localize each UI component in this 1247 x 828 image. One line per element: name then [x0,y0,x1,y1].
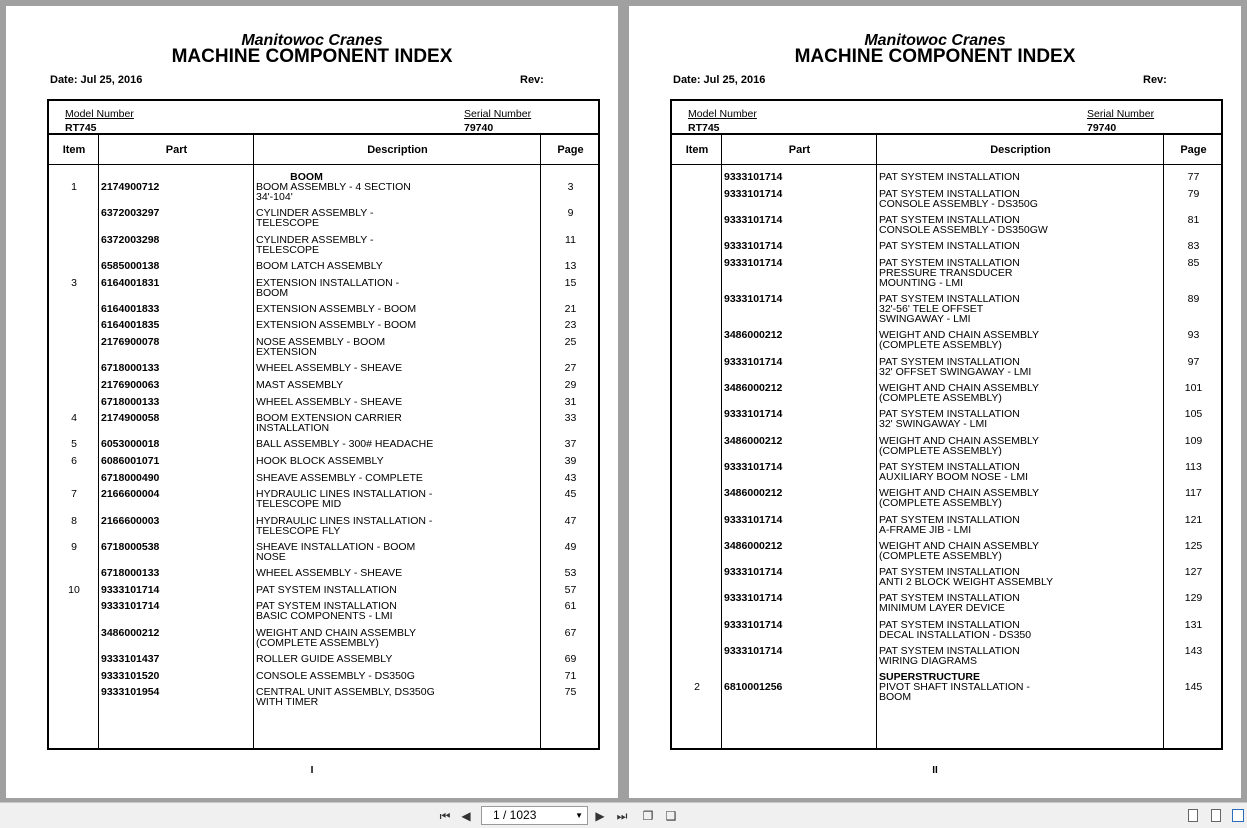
row-page: 29 [564,378,577,391]
page-select[interactable] [481,806,588,825]
row-description: BOOM EXTENSION CARRIER INSTALLATION [256,412,402,435]
column-divider [721,135,722,748]
row-page: 11 [565,233,576,246]
row-description: PAT SYSTEM INSTALLATION [879,240,1020,253]
model-number-label: Model Number [65,108,134,120]
row-description: BOOM LATCH ASSEMBLY [256,259,383,272]
row-description: PAT SYSTEM INSTALLATION ANTI 2 BLOCK WEIGHT ASSEMBLY [879,566,1054,589]
company-name: Manitowoc Cranes [864,32,1006,49]
row-page: 129 [1184,592,1203,605]
row-page: 131 [1184,618,1203,631]
row-description: WEIGHT AND CHAIN ASSEMBLY (COMPLETE ASSEMBLY) [879,539,1040,562]
row-part-number: 6164001835 [101,319,160,332]
row-description: EXTENSION ASSEMBLY - BOOM [256,319,417,332]
row-description: PAT SYSTEM INSTALLATION BASIC COMPONENTS - LMI [256,600,397,623]
row-part-number: 2176900078 [101,336,160,348]
row-part-number: 6718000133 [101,395,160,408]
row-part-number: 3486000212 [724,434,783,447]
row-description: SHEAVE ASSEMBLY - COMPLETE [256,471,423,484]
model-serial-box [49,101,598,135]
row-page: 39 [564,455,577,467]
column-header-part: Part [165,144,188,156]
document-page-right [629,6,1241,798]
row-page: 49 [564,540,577,553]
serial-number-label: Serial Number [1087,108,1155,120]
row-item: 2 [694,681,700,694]
serial-number-label: Serial Number [464,108,532,120]
row-part-number: 3486000212 [101,626,160,639]
fit-page-icon[interactable]: ❐ [642,809,654,823]
row-page: 69 [564,652,577,665]
row-part-number: 6810001256 [724,681,783,694]
table-header [672,135,1221,165]
document-title: MACHINE COMPONENT INDEX [794,46,1076,67]
row-part-number: 9333101520 [101,669,160,682]
row-page: 3 [567,181,574,193]
row-page: 85 [1187,256,1200,269]
row-page: 89 [1187,293,1200,306]
row-description: HYDRAULIC LINES INSTALLATION - TELESCOPE FLY [256,514,433,537]
row-description: WEIGHT AND CHAIN ASSEMBLY (COMPLETE ASSEMBLY) [256,626,417,649]
column-header-item: Item [62,144,86,156]
row-part-number: 3486000212 [724,382,783,394]
row-description: WEIGHT AND CHAIN ASSEMBLY (COMPLETE ASSEMBLY) [879,329,1040,352]
last-page-icon[interactable]: ⏭ [616,809,628,823]
row-description: PAT SYSTEM INSTALLATION AUXILIARY BOOM NOSE - LMI [879,460,1028,483]
row-part-number: 6164001833 [101,302,160,315]
row-page: 93 [1187,329,1200,342]
document-page-left [6,6,618,798]
row-description: EXTENSION ASSEMBLY - BOOM [256,302,417,315]
row-description: CONSOLE ASSEMBLY - DS350G [256,669,415,682]
row-page: 121 [1184,513,1203,526]
row-description: CYLINDER ASSEMBLY - TELESCOPE [256,207,374,230]
row-page: 75 [564,686,577,699]
row-item: 6 [71,455,77,467]
row-description: ROLLER GUIDE ASSEMBLY [256,652,393,665]
fit-width-icon[interactable]: ❑ [665,809,677,823]
row-part-number: 2176900063 [101,378,160,391]
column-header-description: Description [990,144,1051,156]
row-description: PAT SYSTEM INSTALLATION MINIMUM LAYER DEVICE [879,592,1020,615]
row-page: 27 [564,362,577,375]
row-page: 117 [1185,487,1202,500]
row-description: CENTRAL UNIT ASSEMBLY, DS350G WITH TIMER [256,686,435,709]
row-description: WEIGHT AND CHAIN ASSEMBLY (COMPLETE ASSEMBLY) [879,487,1040,510]
row-page: 71 [564,669,577,682]
row-part-number: 3486000212 [724,329,783,342]
page-number: I [310,765,314,776]
row-part-number: 9333101714 [724,256,783,269]
model-serial-box [672,101,1221,135]
row-page: 79 [1187,187,1200,200]
two-page-view-icon[interactable] [1232,809,1244,822]
row-description: PAT SYSTEM INSTALLATION 32'-56' TELE OFFSET SWINGAWAY - LMI [879,293,1020,326]
row-page: 33 [564,412,577,425]
row-description: PAT SYSTEM INSTALLATION 32' SWINGAWAY - LMI [879,408,1020,431]
row-part-number: 6718000490 [101,471,160,484]
row-description: WEIGHT AND CHAIN ASSEMBLY (COMPLETE ASSEMBLY) [879,382,1040,404]
date-label: Date: Jul 25, 2016 [673,74,766,86]
row-description: PAT SYSTEM INSTALLATION [879,171,1020,183]
row-page: 109 [1184,434,1203,447]
row-page: 37 [564,438,577,451]
row-page: 67 [564,626,577,639]
row-page: 61 [564,600,577,613]
row-description: PAT SYSTEM INSTALLATION CONSOLE ASSEMBLY - DS350G [879,187,1038,210]
company-name: Manitowoc Cranes [241,32,383,49]
row-description: PAT SYSTEM INSTALLATION [256,583,397,596]
row-description: WEIGHT AND CHAIN ASSEMBLY (COMPLETE ASSEMBLY) [879,434,1040,457]
row-item: 10 [68,583,80,596]
serial-number-value: 79740 [1087,122,1117,134]
first-page-icon[interactable]: ⏮ [439,809,451,823]
model-number-value: RT745 [65,122,97,134]
row-description: HYDRAULIC LINES INSTALLATION - TELESCOPE MID [256,488,433,511]
row-part-number: 2174900058 [101,412,160,425]
row-description: BALL ASSEMBLY - 300# HEADACHE [256,438,434,451]
section-heading: SUPERSTRUCTURE [879,671,980,684]
row-page: 83 [1187,240,1200,253]
row-description: HOOK BLOCK ASSEMBLY [256,455,384,467]
row-part-number: 2166600004 [101,488,160,501]
row-description: PAT SYSTEM INSTALLATION CONSOLE ASSEMBLY - DS350GW [879,213,1048,236]
row-page: 105 [1184,408,1203,421]
row-part-number: 6053000018 [101,438,160,451]
row-part-number: 6372003298 [101,233,160,246]
row-description: PAT SYSTEM INSTALLATION A-FRAME JIB - LMI [879,513,1020,536]
column-header-page: Page [557,144,584,156]
row-part-number: 9333101714 [724,171,783,183]
row-part-number: 9333101714 [724,293,783,306]
row-part-number: 9333101714 [724,460,783,473]
row-part-number: 6164001831 [101,276,160,289]
column-header-description: Description [367,144,428,156]
row-description: WHEEL ASSEMBLY - SHEAVE [256,567,403,580]
row-page: 21 [564,302,577,315]
row-page: 43 [564,471,577,484]
row-part-number: 9333101714 [724,355,783,368]
row-page: 25 [564,336,577,348]
previous-page-icon[interactable]: ◀ [461,809,471,823]
date-label: Date: Jul 25, 2016 [50,74,143,86]
row-part-number: 2174900712 [101,181,160,193]
row-description: NOSE ASSEMBLY - BOOM EXTENSION [256,336,386,358]
row-description: PAT SYSTEM INSTALLATION WIRING DIAGRAMS [879,645,1020,667]
row-part-number: 9333101714 [724,408,783,421]
row-page: 101 [1184,382,1203,394]
row-part-number: 6372003297 [101,207,160,220]
row-part-number: 9333101954 [101,686,160,699]
row-part-number: 9333101437 [101,652,160,665]
row-description: SHEAVE INSTALLATION - BOOM NOSE [256,540,416,563]
viewer-toolbar [0,802,1247,828]
page-number: II [932,765,938,776]
row-item: 5 [71,438,77,451]
row-description: WHEEL ASSEMBLY - SHEAVE [256,362,403,375]
document-title: MACHINE COMPONENT INDEX [171,46,453,67]
column-divider [253,135,254,748]
row-description: PAT SYSTEM INSTALLATION 32' OFFSET SWINGAWAY - LMI [879,355,1032,378]
rev-label: Rev: [520,74,544,86]
row-description: MAST ASSEMBLY [256,378,344,391]
row-part-number: 2166600003 [101,514,160,527]
row-page: 81 [1187,213,1200,226]
row-item: 8 [71,514,77,527]
row-page: 125 [1184,539,1203,552]
row-part-number: 9333101714 [101,583,160,596]
column-divider [876,135,877,748]
row-part-number: 9333101714 [724,213,783,226]
row-page: 23 [564,319,577,332]
column-header-part: Part [788,144,811,156]
row-part-number: 3486000212 [724,539,783,552]
row-page: 145 [1184,681,1203,694]
column-header-page: Page [1180,144,1207,156]
model-number-value: RT745 [688,122,720,134]
row-page: 77 [1187,171,1200,183]
page-indicator: 1 / 1023 [493,808,537,822]
row-page: 143 [1184,645,1203,657]
row-part-number: 9333101714 [724,240,783,253]
row-part-number: 9333101714 [724,513,783,526]
row-page: 13 [564,259,577,272]
row-item: 9 [71,540,77,553]
row-part-number: 9333101714 [724,592,783,605]
row-page: 113 [1185,460,1202,473]
continuous-view-icon[interactable] [1211,809,1221,822]
model-number-label: Model Number [688,108,757,120]
row-part-number: 3486000212 [724,487,783,500]
row-page: 57 [564,583,577,596]
row-description: WHEEL ASSEMBLY - SHEAVE [256,395,403,408]
row-page: 97 [1187,355,1200,368]
row-part-number: 9333101714 [724,618,783,631]
next-page-icon[interactable]: ▶ [595,809,605,823]
table-header [49,135,598,165]
row-description: BOOM ASSEMBLY - 4 SECTION 34'-104' [256,181,411,203]
row-page: 47 [564,514,577,527]
row-page: 45 [564,488,577,501]
column-header-item: Item [685,144,709,156]
row-page: 127 [1184,566,1203,579]
serial-number-value: 79740 [464,122,494,134]
row-page: 31 [564,395,577,408]
row-part-number: 6718000538 [101,540,160,553]
row-part-number: 9333101714 [724,566,783,579]
row-description: PAT SYSTEM INSTALLATION PRESSURE TRANSDUCER MOUNTING - LMI [879,256,1020,289]
dropdown-arrow-icon: ▼ [575,811,583,820]
row-page: 15 [564,276,577,289]
row-part-number: 6718000133 [101,567,160,580]
row-description: PAT SYSTEM INSTALLATION DECAL INSTALLATION - DS350 [879,618,1032,641]
row-description: EXTENSION INSTALLATION - BOOM [256,276,400,299]
single-page-view-icon[interactable] [1188,809,1198,822]
row-part-number: 9333101714 [724,645,783,657]
row-part-number: 9333101714 [101,600,160,613]
row-part-number: 6718000133 [101,362,160,375]
row-description: CYLINDER ASSEMBLY - TELESCOPE [256,233,374,256]
row-item: 1 [71,181,77,193]
rev-label: Rev: [1143,74,1167,86]
section-heading: BOOM [290,171,323,183]
row-item: 3 [71,276,77,289]
row-part-number: 6585000138 [101,259,160,272]
index-table [670,99,1223,750]
row-page: 9 [567,207,574,220]
row-item: 4 [71,412,77,425]
row-item: 7 [71,488,77,501]
row-description: PIVOT SHAFT INSTALLATION - BOOM [879,681,1030,704]
index-table [47,99,600,750]
row-part-number: 9333101714 [724,187,783,200]
row-page: 53 [564,567,577,580]
row-part-number: 6086001071 [101,455,160,467]
